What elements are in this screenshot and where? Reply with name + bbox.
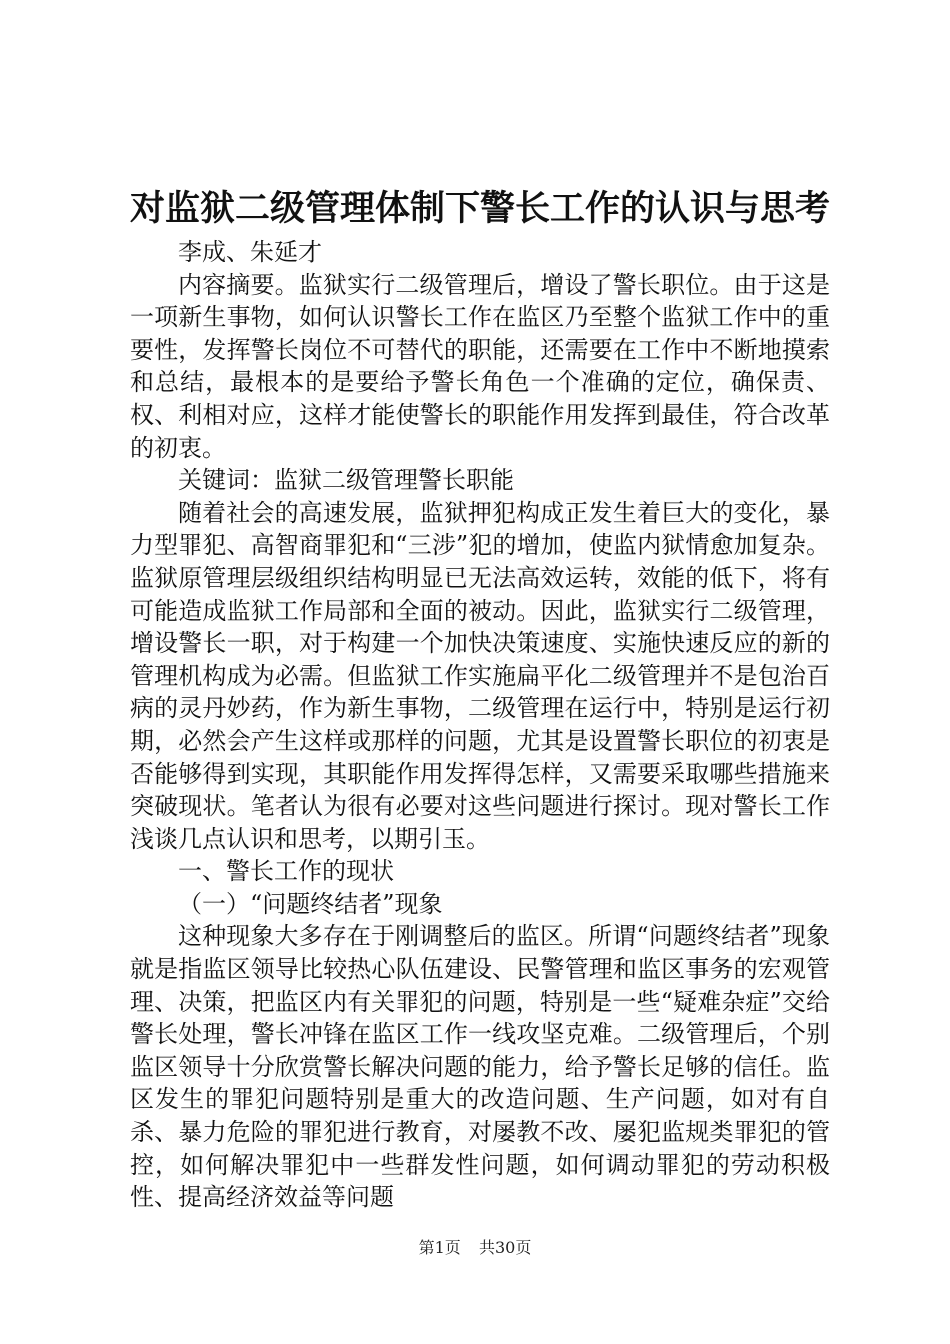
page-total: 共30页 [479,1238,532,1257]
subsection-heading: （一）“问题终结者”现象 [178,889,443,918]
intro-paragraph: 随着社会的高速发展，监狱押犯构成正发生着巨大的变化，暴力型罪犯、高智商罪犯和“三涉”犯的增加，使监内狱情愈加复杂。监狱原管理层级组织结构明显已无法高效运转，效能的低下，将有可能造成监狱工作局部和全面的被动。因此，监狱实行二级管理，增设警长一职，对于构建一个加快决策速度、实施快速反应的新的管理机构成为必需。但监狱工作实施扁平化二级管理并不是包治百病的灵丹妙药，作为新生事物，二级管理在运行中，特别是运行初期，必然会产生这样或那样的问题，尤其是设置警长职位的初衷是否能够得到实现，其职能作用发挥得怎样，又需要采取哪些措施来突破现状。笔者认为很有必要对这些问题进行探讨。现对警长工作浅谈几点认识和思考，以期引玉。 [130,498,830,853]
body-paragraph: 这种现象大多存在于刚调整后的监区。所谓“问题终结者”现象就是指监区领导比较热心队伍建设、民警管理和监区事务的宏观管理、决策，把监区内有关罪犯的问题，特别是一些“疑难杂症”交给警长处理，警长冲锋在监区工作一线攻坚克难。二级管理后，个别监区领导十分欣赏警长解决问题的能力，给予警长足够的信任。监区发生的罪犯问题特别是重大的改造问题、生产问题，如对有自杀、暴力危险的罪犯进行教育，对屡教不改、屡犯监规类罪犯的管控，如何解决罪犯中一些群发性问题，如何调动罪犯的劳动积极性、提高经济效益等问题 [130,922,830,1212]
document-title: 对监狱二级管理体制下警长工作的认识与思考 [130,188,831,229]
page-number: 第1页 [418,1238,461,1257]
page-footer [0,1238,950,1258]
document-body [130,236,830,1214]
author-line: 李成、朱延才 [178,238,322,266]
keywords-line: 关键词：监狱二级管理警长职能 [178,466,514,495]
section-heading: 一、警长工作的现状 [178,857,394,886]
abstract-paragraph: 内容摘要。监狱实行二级管理后，增设了警长职位。由于这是一项新生事物，如何认识警长工作在监区乃至整个监狱工作中的重要性，发挥警长岗位不可替代的职能，还需要在工作中不断地摸索和总结，最根本的是要给予警长角色一个准确的定位，确保责、权、利相对应，这样才能使警长的职能作用发挥到最佳，符合改革的初衷。 [130,270,830,462]
